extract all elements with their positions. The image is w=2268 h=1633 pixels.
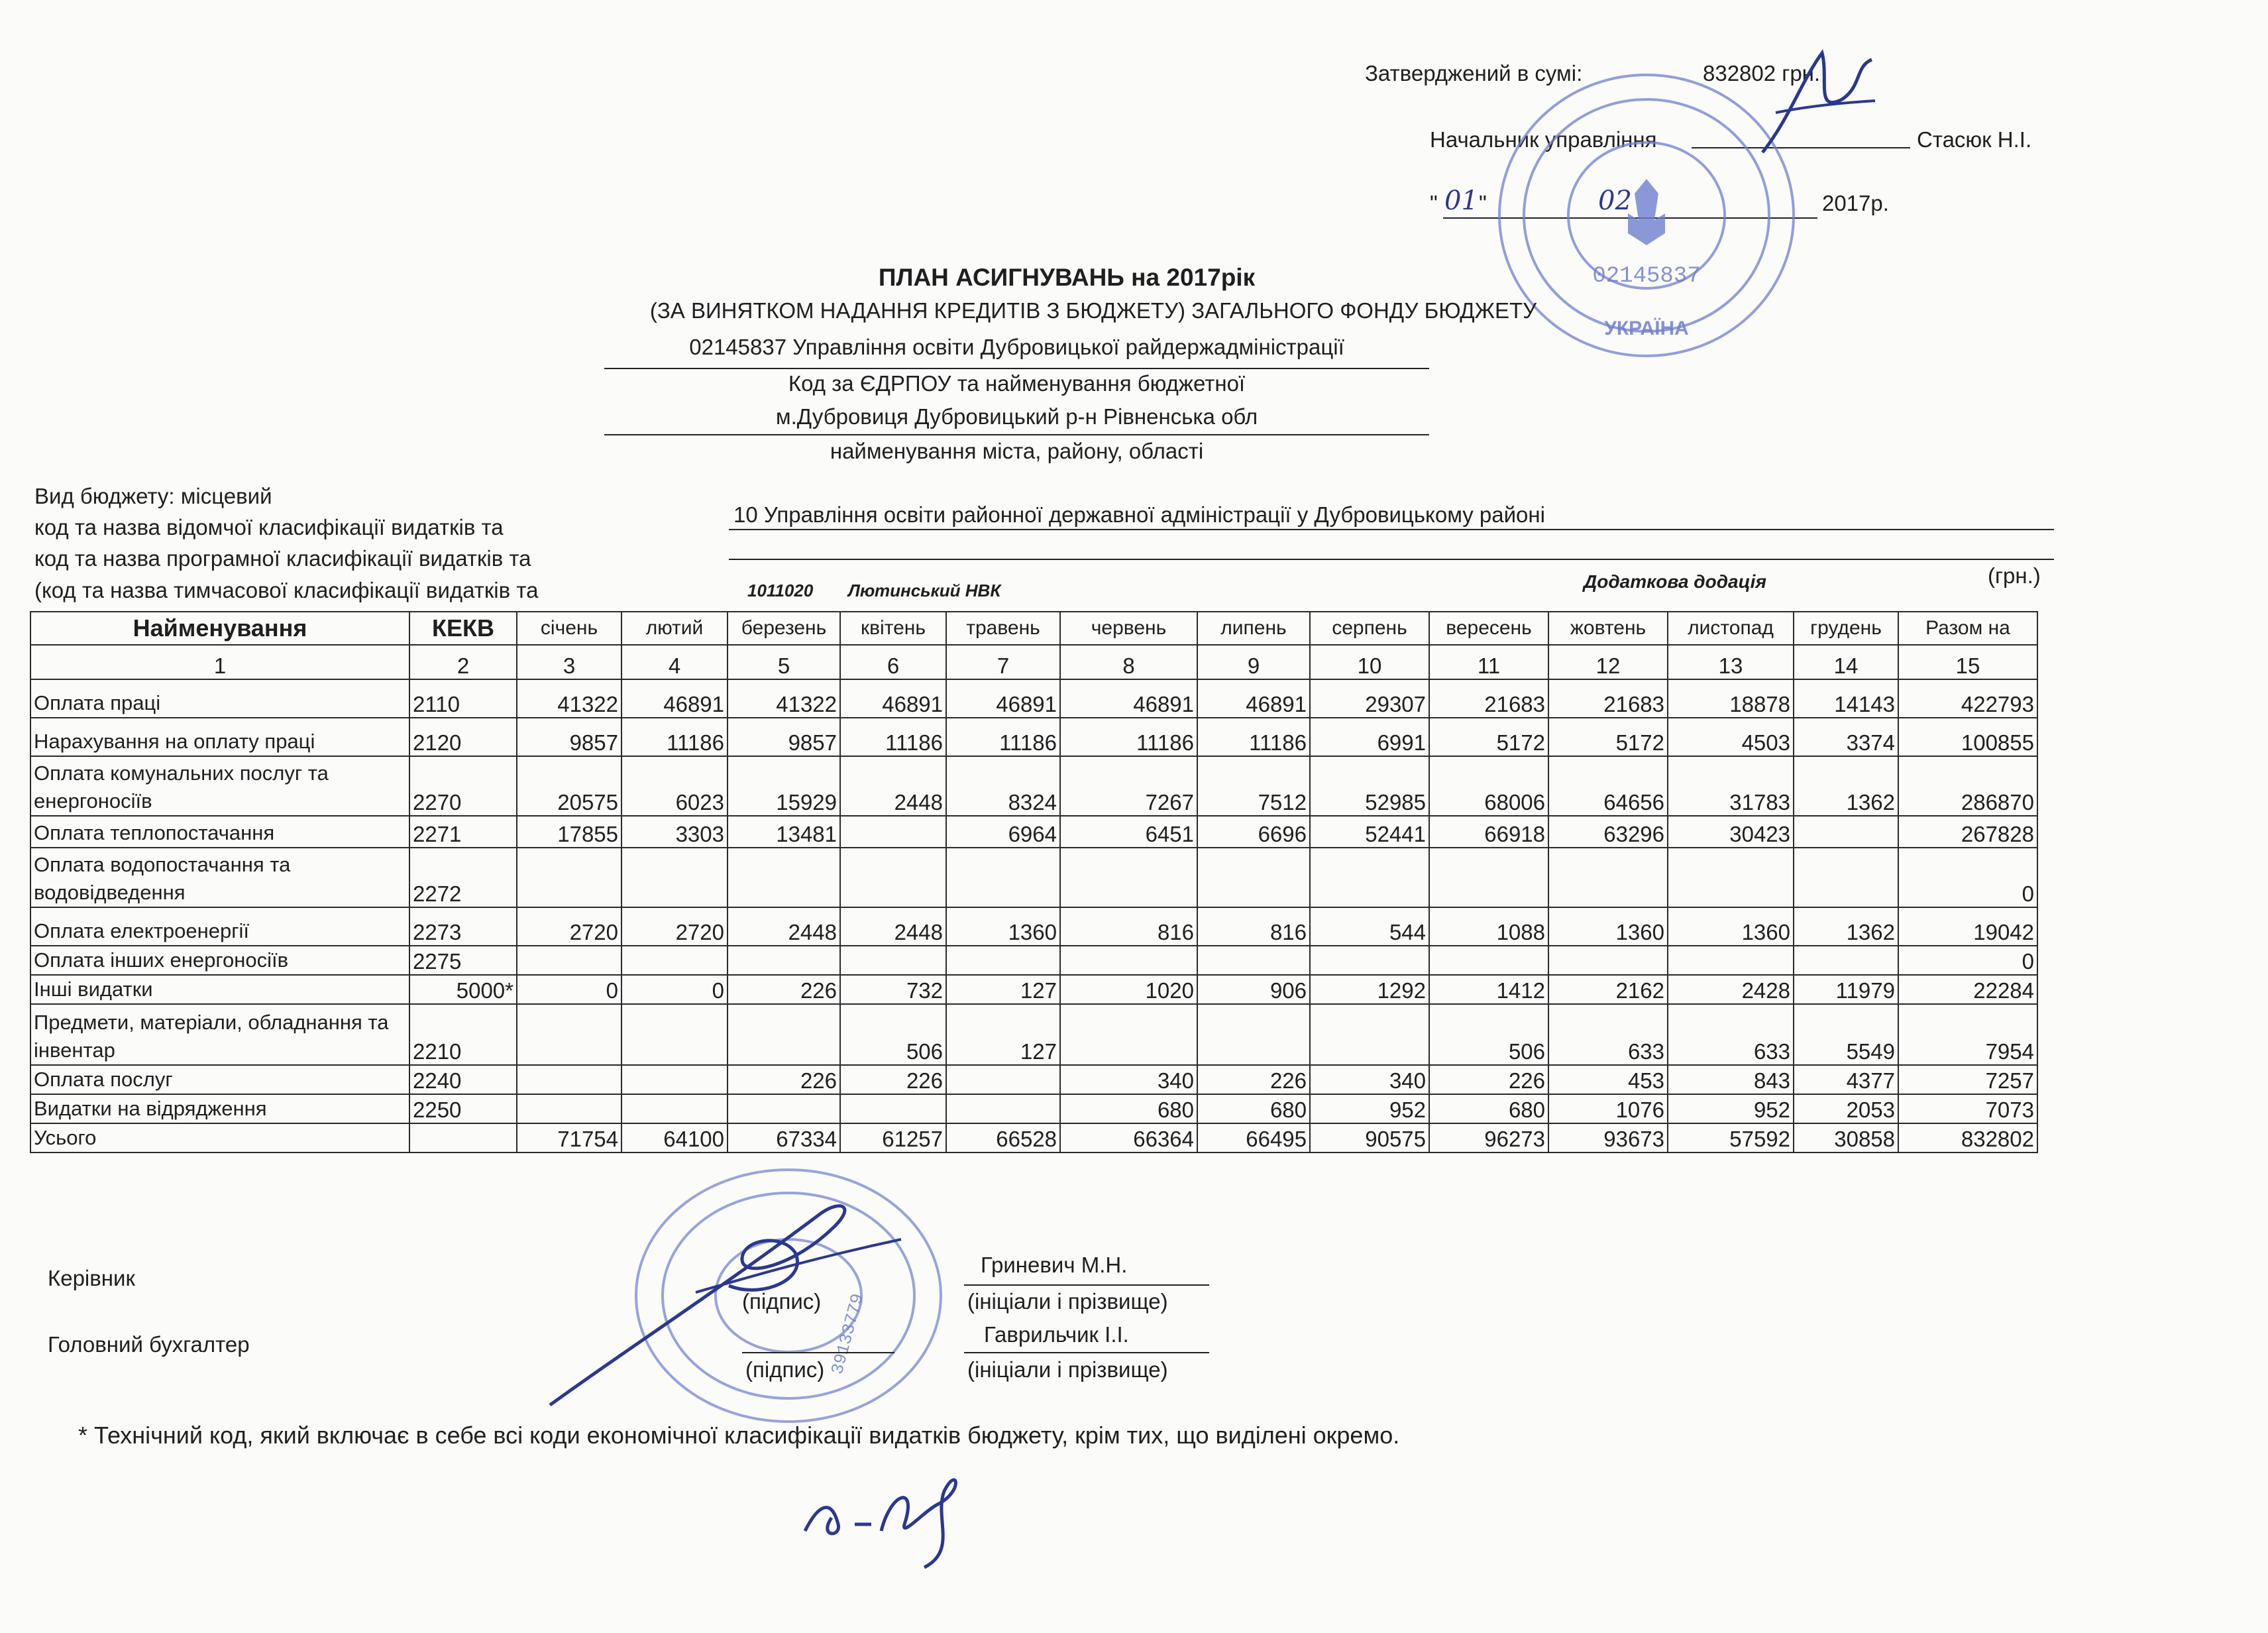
month-value: 46891: [840, 679, 946, 718]
month-value: [946, 1065, 1060, 1094]
month-value: [840, 946, 946, 975]
month-value: 127: [946, 975, 1060, 1004]
month-value: 64100: [621, 1123, 728, 1153]
month-value: 68006: [1429, 756, 1548, 816]
director-name-rule: [964, 1284, 1209, 1286]
month-value: 66364: [1060, 1123, 1197, 1153]
month-value: 2448: [840, 756, 946, 816]
month-value: 680: [1429, 1094, 1548, 1123]
additional-subsidy-label: Додаткова додація: [1584, 571, 1766, 592]
month-value: 6023: [621, 756, 728, 816]
month-value: [621, 946, 728, 975]
column-header-1: Найменування: [30, 612, 409, 645]
table-row: [30, 679, 2037, 718]
month-value: [621, 848, 728, 907]
program-rule: [729, 559, 2054, 560]
month-value: [1197, 1004, 1310, 1065]
row-kekv-code: 2110: [409, 679, 517, 718]
organization-line: 02145837 Управління освіти Дубровицької райдержадміністрації: [689, 335, 1344, 359]
row-total: 7073: [1898, 1094, 2037, 1123]
month-value: 7267: [1060, 756, 1197, 816]
month-value: 4377: [1794, 1065, 1898, 1094]
column-header-10: серпень: [1310, 612, 1429, 645]
month-value: 66495: [1197, 1123, 1310, 1153]
month-value: [517, 848, 621, 907]
month-value: [1197, 848, 1310, 907]
month-value: 30858: [1794, 1123, 1898, 1153]
month-value: 5172: [1429, 718, 1548, 756]
column-index-10: 10: [1310, 645, 1429, 679]
month-value: 67334: [728, 1123, 840, 1153]
month-value: 1360: [1668, 907, 1794, 946]
column-header-4: лютий: [621, 612, 728, 645]
document-title: ПЛАН АСИГНУВАНЬ на 2017рік: [878, 264, 1256, 291]
month-value: 96273: [1429, 1123, 1548, 1153]
row-name: Оплата послуг: [30, 1065, 409, 1094]
month-value: 1020: [1060, 975, 1197, 1004]
column-index-15: 15: [1898, 645, 2037, 679]
column-index-12: 12: [1548, 645, 1668, 679]
month-value: 30423: [1668, 816, 1794, 848]
month-value: 11186: [1060, 718, 1197, 756]
month-value: 11186: [946, 718, 1060, 756]
month-value: 340: [1060, 1065, 1197, 1094]
city-caption: найменування міста, району, області: [830, 439, 1204, 463]
column-header-8: червень: [1060, 612, 1197, 645]
allocation-table: [30, 611, 2038, 1153]
chief-name: Стасюк Н.І.: [1917, 127, 2032, 152]
month-value: 71754: [517, 1123, 621, 1153]
month-value: [1429, 848, 1548, 907]
table-row: [30, 718, 2037, 756]
month-value: 732: [840, 975, 946, 1004]
row-total: 22284: [1898, 975, 2037, 1004]
accountant-name: Гаврильчик І.І.: [984, 1322, 1129, 1347]
stamp-country-text: УКРАЇНА: [1604, 317, 1689, 339]
month-value: [946, 946, 1060, 975]
program-name: Лютинський НВК: [848, 581, 1001, 600]
month-value: 7512: [1197, 756, 1310, 816]
director-label: Керівник: [48, 1266, 135, 1290]
month-value: [1197, 946, 1310, 975]
month-value: 1412: [1429, 975, 1548, 1004]
month-value: 90575: [1310, 1123, 1429, 1153]
month-value: [517, 946, 621, 975]
month-value: 52441: [1310, 816, 1429, 848]
department-name: 10 Управління освіти районної державної адміністрації у Дубровицькому районі: [733, 502, 1545, 527]
month-value: [1429, 946, 1548, 975]
month-value: 41322: [517, 679, 621, 718]
month-value: 952: [1668, 1094, 1794, 1123]
month-value: 31783: [1668, 756, 1794, 816]
accountant-signature-rule: [742, 1352, 894, 1353]
column-index-9: 9: [1197, 645, 1310, 679]
row-name: Оплата електроенергії: [30, 907, 409, 946]
month-value: [1794, 848, 1898, 907]
row-total: 832802: [1898, 1123, 2037, 1153]
column-index-7: 7: [946, 645, 1060, 679]
month-value: [1548, 848, 1668, 907]
stamp-code-text: 39133779: [827, 1291, 869, 1377]
month-value: 453: [1548, 1065, 1668, 1094]
month-value: 0: [621, 975, 728, 1004]
month-value: [621, 1094, 728, 1123]
month-value: 226: [728, 1065, 840, 1094]
month-value: 52985: [1310, 756, 1429, 816]
row-name: Видатки на відрядження: [30, 1094, 409, 1123]
column-header-14: грудень: [1794, 612, 1898, 645]
director-name-caption: (ініціали і прізвище): [967, 1289, 1168, 1314]
month-value: [621, 1065, 728, 1094]
month-value: 633: [1548, 1004, 1668, 1065]
row-kekv-code: 2272: [409, 848, 517, 907]
table-row: [30, 1004, 2037, 1065]
column-index-5: 5: [728, 645, 840, 679]
month-value: [946, 848, 1060, 907]
row-kekv-code: 2250: [409, 1094, 517, 1123]
month-value: 226: [728, 975, 840, 1004]
month-value: [728, 848, 840, 907]
row-kekv-code: [409, 1123, 517, 1153]
row-name: Оплата інших енергоносіїв: [30, 946, 409, 975]
stamp-code-text: 02145837: [1592, 264, 1701, 289]
date-quote-open: ": [1430, 191, 1438, 215]
month-value: [621, 1004, 728, 1065]
row-kekv-code: 2240: [409, 1065, 517, 1094]
row-name: Нарахування на оплату праці: [30, 718, 409, 756]
table-row: [30, 1123, 2037, 1153]
month-value: 11186: [621, 718, 728, 756]
header-row: [30, 612, 2037, 645]
month-value: 1292: [1310, 975, 1429, 1004]
month-value: 226: [1197, 1065, 1310, 1094]
month-value: 1360: [1548, 907, 1668, 946]
table-row: [30, 1094, 2037, 1123]
row-name: Оплата праці: [30, 679, 409, 718]
column-index-6: 6: [840, 645, 946, 679]
month-value: [1060, 848, 1197, 907]
month-value: 21683: [1429, 679, 1548, 718]
approval-date-year: 2017р.: [1822, 191, 1889, 215]
temporary-code-label: (код та назва тимчасової класифікації видатків та: [34, 578, 539, 602]
city-line: м.Дубровиця Дубровицький р-н Рівненська обл: [775, 404, 1258, 429]
month-value: 9857: [517, 718, 621, 756]
month-value: 2053: [1794, 1094, 1898, 1123]
row-total: 7257: [1898, 1065, 2037, 1094]
row-total: 422793: [1898, 679, 2037, 718]
row-name: Усього: [30, 1123, 409, 1153]
column-index-14: 14: [1794, 645, 1898, 679]
month-value: 6696: [1197, 816, 1310, 848]
month-value: 843: [1668, 1065, 1794, 1094]
month-value: [1548, 946, 1668, 975]
month-value: 11186: [1197, 718, 1310, 756]
city-rule: [604, 434, 1429, 435]
month-value: 17855: [517, 816, 621, 848]
month-value: 6991: [1310, 718, 1429, 756]
column-header-9: липень: [1197, 612, 1310, 645]
department-rule: [729, 529, 2054, 530]
column-index-13: 13: [1668, 645, 1794, 679]
month-value: 63296: [1548, 816, 1668, 848]
chief-label: Начальник управління: [1430, 127, 1657, 152]
column-index-8: 8: [1060, 645, 1197, 679]
row-name: Предмети, матеріали, обладнання та інвентар: [30, 1004, 409, 1065]
month-value: 11979: [1794, 975, 1898, 1004]
month-value: 46891: [946, 679, 1060, 718]
column-index-3: 3: [517, 645, 621, 679]
month-value: [1310, 946, 1429, 975]
month-value: [1794, 816, 1898, 848]
month-value: 2448: [840, 907, 946, 946]
month-value: [517, 1094, 621, 1123]
month-value: 66918: [1429, 816, 1548, 848]
month-value: 1088: [1429, 907, 1548, 946]
document-subtitle: (ЗА ВИНЯТКОМ НАДАННЯ КРЕДИТІВ З БЮДЖЕТУ) ЗАГАЛЬНОГО ФОНДУ БЮДЖЕТУ: [649, 298, 1537, 323]
month-value: 506: [840, 1004, 946, 1065]
month-value: [728, 1004, 840, 1065]
handwritten-initials: [792, 1451, 991, 1571]
approval-date-month: 02: [1598, 186, 1632, 216]
month-value: 816: [1060, 907, 1197, 946]
accountant-label: Головний бухгалтер: [48, 1332, 250, 1357]
month-value: 20575: [517, 756, 621, 816]
column-header-15: Разом на: [1898, 612, 2037, 645]
row-kekv-code: 5000*: [409, 975, 517, 1004]
month-value: 340: [1310, 1065, 1429, 1094]
month-value: 816: [1197, 907, 1310, 946]
month-value: 21683: [1548, 679, 1668, 718]
row-kekv-code: 2210: [409, 1004, 517, 1065]
month-value: 13481: [728, 816, 840, 848]
month-value: 5172: [1548, 718, 1668, 756]
table-row: [30, 975, 2037, 1004]
month-value: 4503: [1668, 718, 1794, 756]
month-value: 46891: [621, 679, 728, 718]
column-header-5: березень: [728, 612, 840, 645]
row-name: Інші видатки: [30, 975, 409, 1004]
month-value: 46891: [1197, 679, 1310, 718]
month-value: 6964: [946, 816, 1060, 848]
departmental-code-label: код та назва відомчої класифікації видатків та: [34, 515, 504, 539]
date-quote-close: ": [1479, 191, 1487, 215]
table-row: [30, 848, 2037, 907]
row-total: 100855: [1898, 718, 2037, 756]
month-value: 29307: [1310, 679, 1429, 718]
row-kekv-code: 2271: [409, 816, 517, 848]
month-value: 2448: [728, 907, 840, 946]
accountant-name-rule: [964, 1352, 1209, 1353]
month-value: [1310, 848, 1429, 907]
column-header-12: жовтень: [1548, 612, 1668, 645]
month-value: 2162: [1548, 975, 1668, 1004]
row-kekv-code: 2275: [409, 946, 517, 975]
accountant-name-caption: (ініціали і прізвище): [967, 1357, 1168, 1382]
column-index-11: 11: [1429, 645, 1548, 679]
month-value: [517, 1004, 621, 1065]
column-header-11: вересень: [1429, 612, 1548, 645]
row-total: 19042: [1898, 907, 2037, 946]
director-name: Гриневич М.Н.: [981, 1253, 1128, 1277]
month-value: [728, 1094, 840, 1123]
month-value: [1794, 946, 1898, 975]
row-kekv-code: 2273: [409, 907, 517, 946]
row-name: Оплата теплопостачання: [30, 816, 409, 848]
row-total: 0: [1898, 848, 2037, 907]
row-total: 7954: [1898, 1004, 2037, 1065]
organization-rule: [604, 368, 1429, 369]
month-value: 226: [840, 1065, 946, 1094]
month-value: 5549: [1794, 1004, 1898, 1065]
index-row: [30, 645, 2037, 679]
month-value: 93673: [1548, 1123, 1668, 1153]
column-index-1: 1: [30, 645, 409, 679]
month-value: 2720: [517, 907, 621, 946]
month-value: [1310, 1004, 1429, 1065]
program-code: 1011020: [747, 581, 814, 600]
currency-unit: (грн.): [1988, 563, 2041, 588]
table-row: [30, 816, 2037, 848]
month-value: 0: [517, 975, 621, 1004]
director-signature: [543, 1186, 914, 1412]
month-value: 544: [1310, 907, 1429, 946]
row-name: Оплата водопостачання та водовідведення: [30, 848, 409, 907]
month-value: 57592: [1668, 1123, 1794, 1153]
column-index-2: 2: [409, 645, 517, 679]
month-value: 1362: [1794, 756, 1898, 816]
month-value: [1668, 848, 1794, 907]
accountant-signature-caption: (підпис): [745, 1357, 825, 1382]
month-value: [946, 1094, 1060, 1123]
month-value: [840, 1094, 946, 1123]
column-header-6: квітень: [840, 612, 946, 645]
program-code-label: код та назва програмної класифікації видатків та: [34, 546, 531, 571]
column-index-4: 4: [621, 645, 728, 679]
row-kekv-code: 2270: [409, 756, 517, 816]
month-value: 64656: [1548, 756, 1668, 816]
column-header-3: січень: [517, 612, 621, 645]
month-value: [1668, 946, 1794, 975]
footnote: * Технічний код, який включає в себе всі коди економічної класифікації видатків бюджету, крім тих, що виділені окремо.: [78, 1422, 1400, 1449]
month-value: 680: [1060, 1094, 1197, 1123]
month-value: 1076: [1548, 1094, 1668, 1123]
month-value: 633: [1668, 1004, 1794, 1065]
month-value: 1360: [946, 907, 1060, 946]
column-header-13: листопад: [1668, 612, 1794, 645]
month-value: 6451: [1060, 816, 1197, 848]
approved-sum-label: Затверджений в сумі:: [1365, 61, 1583, 85]
row-total: 0: [1898, 946, 2037, 975]
row-kekv-code: 2120: [409, 718, 517, 756]
month-value: [1060, 946, 1197, 975]
month-value: 66528: [946, 1123, 1060, 1153]
month-value: 506: [1429, 1004, 1548, 1065]
month-value: 127: [946, 1004, 1060, 1065]
month-value: 8324: [946, 756, 1060, 816]
month-value: 2720: [621, 907, 728, 946]
month-value: [840, 848, 946, 907]
column-header-7: травень: [946, 612, 1060, 645]
budget-type: Вид бюджету: місцевий: [34, 484, 272, 508]
month-value: 61257: [840, 1123, 946, 1153]
table-row: [30, 907, 2037, 946]
month-value: [728, 946, 840, 975]
month-value: 9857: [728, 718, 840, 756]
month-value: 3303: [621, 816, 728, 848]
month-value: 226: [1429, 1065, 1548, 1094]
month-value: 11186: [840, 718, 946, 756]
month-value: 680: [1197, 1094, 1310, 1123]
month-value: 46891: [1060, 679, 1197, 718]
chief-signature: [1749, 40, 1882, 166]
row-total: 267828: [1898, 816, 2037, 848]
table-row: [30, 946, 2037, 975]
month-value: 2428: [1668, 975, 1794, 1004]
month-value: [517, 1065, 621, 1094]
approval-date-day: 01: [1444, 186, 1478, 216]
director-signature-caption: (підпис): [742, 1289, 822, 1314]
month-value: 41322: [728, 679, 840, 718]
table-row: [30, 756, 2037, 816]
row-total: 286870: [1898, 756, 2037, 816]
table-row: [30, 1065, 2037, 1094]
month-value: 1362: [1794, 907, 1898, 946]
month-value: 952: [1310, 1094, 1429, 1123]
month-value: 14143: [1794, 679, 1898, 718]
month-value: 15929: [728, 756, 840, 816]
month-value: 18878: [1668, 679, 1794, 718]
approved-sum-value: 832802 грн.: [1703, 61, 1821, 85]
month-value: 3374: [1794, 718, 1898, 756]
month-value: [1060, 1004, 1197, 1065]
month-value: 906: [1197, 975, 1310, 1004]
column-header-2: КЕКВ: [409, 612, 517, 645]
organization-caption: Код за ЄДРПОУ та найменування бюджетної: [788, 371, 1246, 396]
row-name: Оплата комунальних послуг та енергоносіїв: [30, 756, 409, 816]
month-value: [840, 816, 946, 848]
